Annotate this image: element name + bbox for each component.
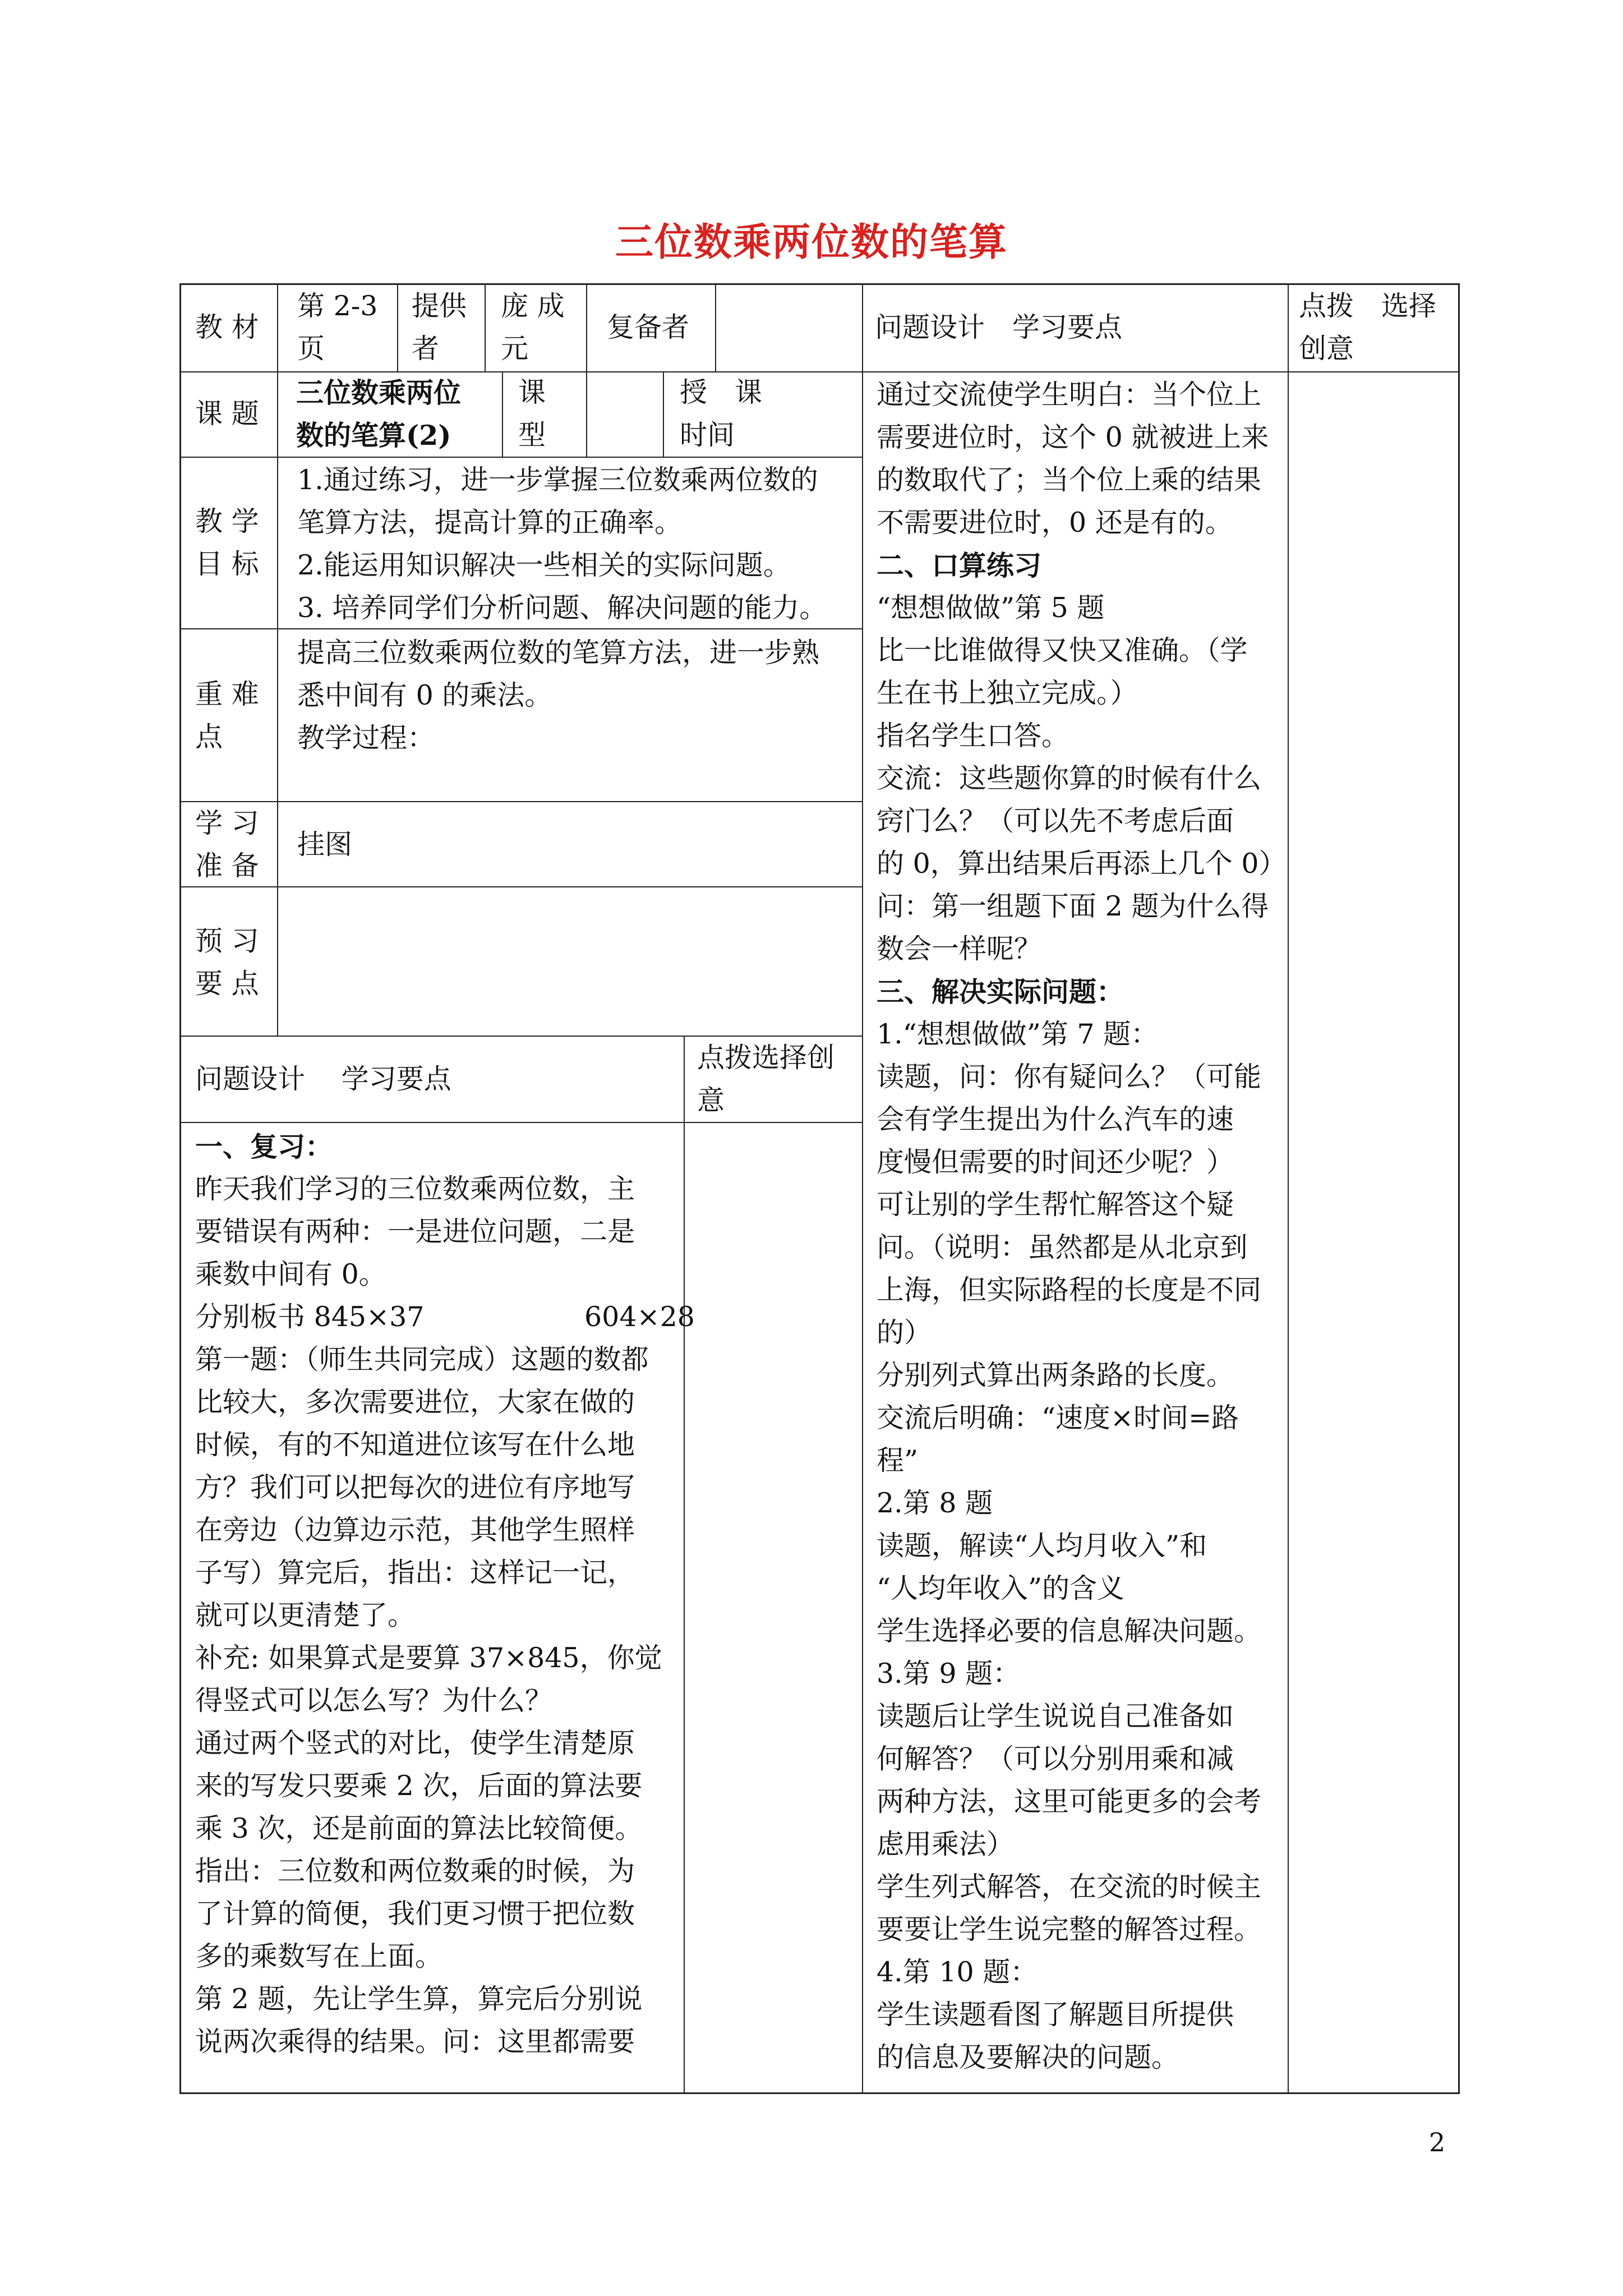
key-label-line2: 点 [195, 721, 223, 753]
prep-label-line2: 准 备 [195, 850, 259, 882]
prep-value: 挂图 [297, 829, 353, 861]
reviewer-label: 复备者 [607, 311, 690, 343]
author-line2: 元 [501, 333, 529, 365]
jiaocai-label: 教 材 [195, 311, 259, 343]
left-hint-header-line1: 点拨选择创 [697, 1042, 835, 1074]
class-time-line1: 授 课 [680, 376, 763, 408]
goals-label-line2: 目 标 [195, 548, 259, 580]
provider-line1: 提供 [412, 290, 467, 322]
key-points-text: 提高三位数乘两位数的笔算方法，进一步熟 悉中间有 0 的乘法。 教学过程： [297, 637, 820, 754]
prep-label-line1: 学 习 [195, 807, 259, 839]
preview-label-line1: 预 习 [195, 925, 259, 957]
problem-solving-heading: 三、解决实际问题： [877, 976, 1124, 1008]
right-column-text: 通过交流使学生明白：当个位上 需要进位时，这个 0 就被进上来 的数取代了；当个位上乘的结果 不需要进位时，0 还是有的。 二、口算练习 “想想做做”第 5 题 比一比谁做得又快又准确。（学 生在书上独立完成。） 指名学生口答。 交流：这些题你算的时候有什么 窍门么？（可以先不考虑后面 的 0，算出结果后再添上几个 0） 问：第一组题下面 2 题为什么得 数会一样呢？ 三、解决实际问题： 1.“想想做做”第 7 题： 读题，问：你有疑问么？（可能 会有学生提出为什么汽车的速 度慢但需要的时间还少呢？） 可让别的学生帮忙解答这个疑 问。（说明：虽然都是从北京到 上海，但实际路程的长度是不同 的） 分别列式算出两条路的长度。 交流后明确：“速度×时间=路 程” 2.第 8 题 读题，解读“人均月收入”和 “人均年收入”的含义 学生选择必要的信息解决问题。 3.第 9 题： 读题后让学生说说自己准备如 何解答？（可以分别用乘和减 两种方法，这里可能更多的会考 虑用乘法） 学生列式解答，在交流的时候主 要要让学生说完整的解答过程。 4.第 10 题： 学生读题看图了解题目所提供 的信息及要解决的问题。 [877, 379, 1287, 2073]
review-heading: 一、复习： [195, 1130, 333, 1163]
board-expr-2: 604×28 [584, 1301, 695, 1333]
design-header: 问题设计 学习要点 [875, 311, 1123, 343]
topic-value-line2: 数的笔算(2) [296, 419, 451, 452]
review-section: 一、复习： 昨天我们学习的三位数乘两位数，主 要错误有两种：一是进位问题，二是 乘数中间有 0。 分别板书 845×37 第一题：（师生共同完成）这题的数都 比较大，多次需要进位，大家在做的 时候，有的不知道进位该写在什么地 方？我们可以把每次的进位有序地写 在旁边（边算边示范，其他学生照样 子写）算完后，指出：这样记一记， 就可以更清楚了。 补充: 如果算式是要算 37×845，你觉 得竖式可以怎么写？为什么？ 通过两个竖式的对比，使学生清楚原 来的写发只要乘 2 次，后面的算法要 乘 3 次，还是前面的算法比较简便。 指出：三位数和两位数乘的时候，为 了计算的简便，我们更习惯于把位数 多的乘数写在上面。 第 2 题，先让学生算，算完后分别说 说两次乘得的结果。问：这里都需要 [195, 1125, 662, 2063]
topic-value-line1: 三位数乘两位 [296, 376, 462, 409]
left-design-header: 问题设计 学习要点 [195, 1063, 451, 1095]
page-number: 2 [1429, 2127, 1446, 2157]
hint-header-line2: 创意 [1299, 333, 1354, 365]
class-time-line2: 时间 [680, 419, 735, 451]
author-line1: 庞 成 [501, 290, 565, 322]
key-label-line1: 重 难 [195, 678, 259, 710]
oral-practice-heading: 二、口算练习 [877, 549, 1042, 582]
page-title: 三位数乘两位数的笔算 [615, 220, 1008, 265]
left-hint-header-line2: 意 [697, 1084, 725, 1116]
pages-line2: 页 [297, 333, 325, 365]
lesson-type-line2: 型 [518, 419, 546, 451]
pages-line1: 第 2-3 [297, 290, 378, 322]
topic-label: 课 题 [195, 398, 259, 430]
goals-text: 1.通过练习，进一步掌握三位数乘两位数的 笔算方法，提高计算的正确率。 2.能运用知识解决一些相关的实际问题。 3. 培养同学们分析问题、解决问题的能力。 [297, 464, 827, 624]
preview-label-line2: 要 点 [195, 968, 259, 1000]
provider-line2: 者 [412, 333, 440, 365]
board-expr-1: 分别板书 845×37 [195, 1301, 425, 1333]
goals-label-line1: 教 学 [195, 505, 259, 537]
lesson-type-line1: 课 [518, 376, 546, 408]
hint-header-line1: 点拨 选择 [1299, 290, 1437, 322]
